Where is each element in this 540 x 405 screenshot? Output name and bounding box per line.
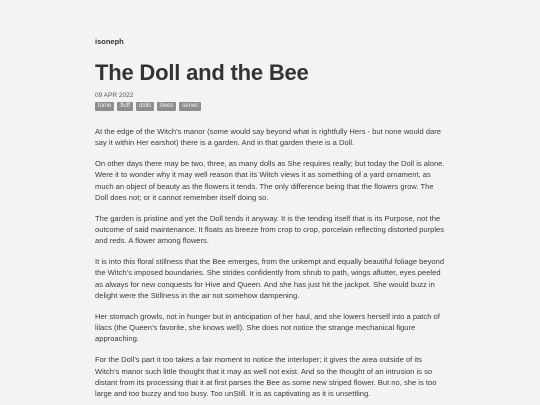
tag-dolls[interactable]: dolls	[136, 102, 154, 111]
story-paragraph: Her stomach growls, not in hunger but in anticipation of her haul, and she lowers herself into a patch of lilacs (the Queen’s favorite, she knows well). She does not notice the strange mechanical figure approaching.	[95, 311, 440, 344]
story-paragraph: It is into this floral stillness that the Bee emerges, from the unkempt and equally beautiful foliage beyond the Witch’s imposed boundaries. She strides confidently from shrub to path, wings aflutter, eyes peeled as always for new conquests for Hive and Queen. And she has just hit the jackpot. She would buzz in delight were the Stillness in the air not somehow dampening.	[95, 257, 445, 301]
story-paragraph: The garden is pristine and yet the Doll tends it anyway. It is the tending itself that is its Purpose, not the outcome of said maintenance. It floats as breeze from crop to crop, porcelain reflecting distorted purples and reds. A flower among flowers.	[95, 213, 445, 246]
post-content	[95, 37, 447, 405]
tag-fluff[interactable]: fluff	[117, 102, 133, 111]
tag-tome[interactable]: tome	[95, 102, 114, 111]
post-title: The Doll and the Bee	[95, 60, 309, 85]
story-paragraph: On other days there may be two, three, as many dolls as She requires really; but today the Doll is alone. Were it to wonder why it may well reason that its Witch views it as something of a yard ornament, as much an object of beauty as the flowers it tends. The only difference being that the flowers grow. The Doll does not; or it cannot remember itself doing so.	[95, 159, 445, 202]
post-body	[95, 126, 447, 399]
story-paragraph: At the edge of the Witch’s manor (some would say beyond what is rightfully Hers - but none would dare say it within Her earshot) there is a garden. And in that garden there is a Doll.	[95, 127, 441, 148]
post-date: 09 APR 2022	[95, 92, 134, 99]
story-paragraph: For the Doll’s part it too takes a fair moment to notice the interloper; it gives the area outside of its Witch’s manor such little thought that it may as well not exist. And so the thought of an intrusion is so distant from its processing that it at first parses the Bee as some new striped flower. But no, she is too large and too buzzy and too busy. Too unStill. It is as captivating as it is unsettling.	[95, 355, 437, 399]
tag-senec[interactable]: senec	[179, 102, 201, 111]
post-author[interactable]: isoneph	[95, 37, 124, 46]
tag-bees[interactable]: bees	[157, 102, 176, 111]
tag-list	[95, 102, 447, 111]
